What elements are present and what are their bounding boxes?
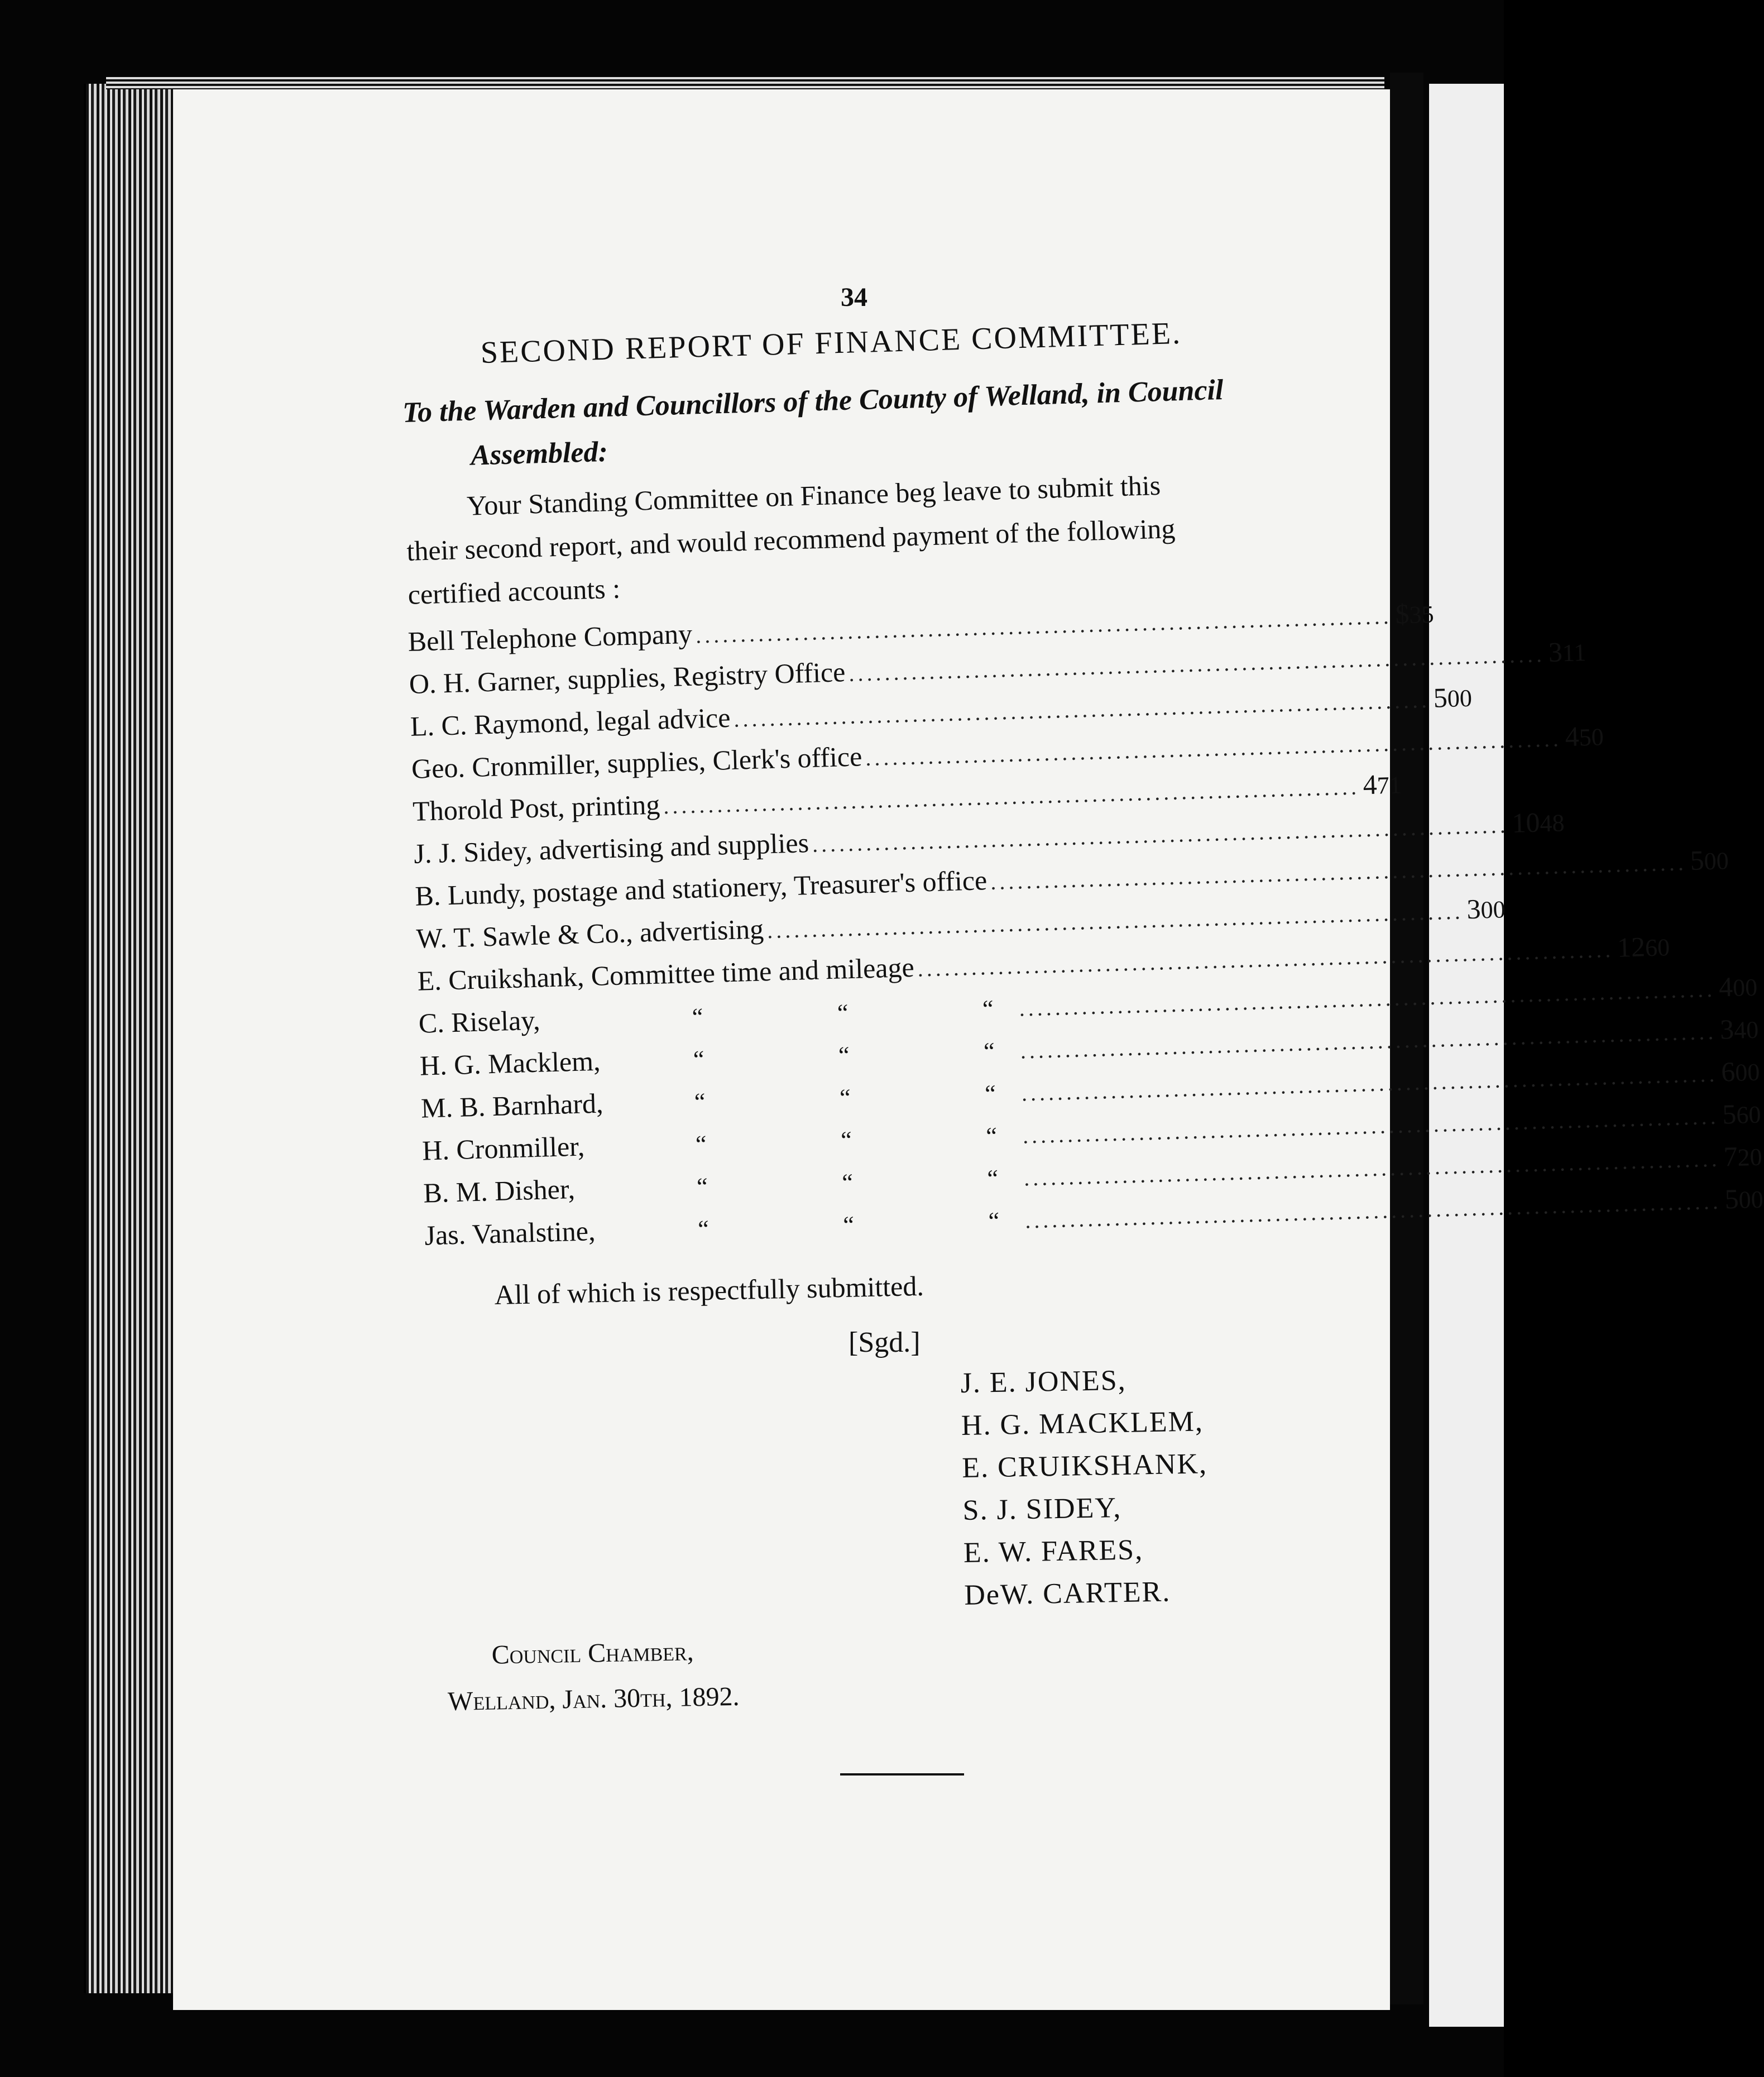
amount-cents: 35 <box>1408 600 1435 629</box>
amount-cents: 11 <box>1562 639 1586 667</box>
amount-cents: 60 <box>1736 1100 1762 1129</box>
amount-dollars: 3 <box>1719 1013 1734 1045</box>
place-and-date <box>447 1628 740 1725</box>
place-line: Council Chamber, <box>491 1636 694 1670</box>
dot-leader: .............................................................................. <box>733 687 1431 732</box>
address-line-1: To the Warden and Councillors of the County of Welland, in Council <box>402 374 1224 429</box>
ditto-marks: “ “ “ <box>693 1037 995 1074</box>
account-name: E. Cruikshank, Committee time and mileage <box>417 951 915 997</box>
page-number: 34 <box>841 283 867 312</box>
signer-name: H. G. MACKLEM, <box>961 1405 1204 1442</box>
account-name: J. J. Sidey, advertising and supplies <box>413 827 809 869</box>
amount-dollars: 5 <box>1724 1183 1739 1215</box>
amount-dollars: 3 <box>1466 893 1482 925</box>
account-name: B. M. Disher, <box>423 1173 576 1209</box>
amount-cents: 00 <box>1704 847 1729 875</box>
amount-cents: 71 <box>1377 771 1402 800</box>
account-name: C. Riselay, <box>418 1004 541 1039</box>
amount-cents: 40 <box>1733 1016 1759 1044</box>
amount-cents: 60 <box>1645 934 1670 962</box>
account-name: L. C. Raymond, legal advice <box>410 701 731 742</box>
date-line: Welland, Jan. 30th, 1892. <box>447 1681 740 1716</box>
ditto-marks: “ “ “ <box>692 994 994 1031</box>
signers-list <box>960 1358 1210 1617</box>
amount-cents: 00 <box>1738 1185 1764 1214</box>
intro-paragraph <box>405 458 1335 616</box>
dot-leader: .............................................................................. <box>1023 1146 1721 1191</box>
account-name: H. Cronmiller, <box>421 1130 585 1166</box>
signed-label: [Sgd.] <box>849 1327 921 1358</box>
dot-leader: .............................................................................. <box>917 936 1614 982</box>
dot-leader: .............................................................................. <box>1018 976 1716 1021</box>
dot-leader: .............................................................................. <box>1022 1103 1720 1148</box>
amount-cents: 00 <box>1480 896 1506 924</box>
stacked-page-edges <box>84 84 175 1993</box>
amount-dollars: 4 <box>1564 720 1580 753</box>
account-name: O. H. Garner, supplies, Registry Office <box>409 656 846 700</box>
end-rule <box>840 1773 964 1776</box>
intro-line-2: their second report, and would recommend payment of the following <box>406 513 1176 567</box>
address-line-2: Assembled: <box>470 436 608 472</box>
dot-leader: .............................................................................. <box>1020 1018 1717 1064</box>
amount-dollars: 6 <box>1720 1055 1736 1088</box>
report-title: SECOND REPORT OF FINANCE COMMITTEE. <box>480 315 1182 370</box>
dot-leader: .............................................................................. <box>848 642 1546 686</box>
closing-statement: All of which is respectfully submitted. <box>494 1270 924 1310</box>
intro-line-3: certified accounts : <box>407 572 621 610</box>
dot-leader: .............................................................................. <box>695 603 1393 648</box>
account-name: Bell Telephone Company <box>408 618 693 657</box>
amount-dollars: 5 <box>1689 844 1705 876</box>
amount-dollars: 5 <box>1722 1098 1737 1130</box>
account-name: Jas. Vanalstine, <box>424 1215 596 1251</box>
amount-dollars: 4 <box>1718 970 1733 1003</box>
signer-name: E. CRUIKSHANK, <box>961 1448 1208 1484</box>
amount-cents: 20 <box>1737 1143 1763 1171</box>
amount-dollars: 7 <box>1723 1140 1738 1172</box>
account-name: H. G. Macklem, <box>419 1045 601 1081</box>
amount-dollars: 4 <box>1362 768 1378 801</box>
account-name: Thorold Post, printing <box>412 788 660 827</box>
top-page-edge <box>106 77 1384 89</box>
ditto-marks: “ “ “ <box>696 1164 999 1200</box>
currency-symbol: $ <box>1394 597 1410 630</box>
amount-dollars: 10 <box>1511 806 1541 839</box>
ditto-marks: “ “ “ <box>697 1207 1000 1243</box>
ditto-marks: “ “ “ <box>694 1079 996 1116</box>
amount-cents: 00 <box>1734 1058 1760 1087</box>
amount-cents: 00 <box>1447 684 1473 713</box>
dot-leader: .............................................................................. <box>812 812 1509 857</box>
dot-leader: .............................................................................. <box>766 898 1464 944</box>
dot-leader: .............................................................................. <box>865 726 1562 771</box>
account-name: M. B. Barnhard, <box>420 1087 604 1124</box>
amount-dollars: 5 <box>1433 682 1448 714</box>
signer-name: S. J. SIDEY, <box>962 1491 1122 1526</box>
intro-line-1: Your Standing Committee on Finance beg leave to submit this <box>466 469 1161 521</box>
amount-dollars: 12 <box>1617 931 1646 963</box>
amount-cents: 00 <box>1732 973 1758 1002</box>
amount-cents: 48 <box>1539 809 1565 838</box>
next-page-edge <box>1429 84 1504 2027</box>
signer-name: E. W. FARES, <box>963 1534 1144 1569</box>
amount-dollars: 3 <box>1547 636 1563 668</box>
dot-leader: .............................................................................. <box>1021 1061 1718 1106</box>
accounts-list <box>408 597 1764 1262</box>
signer-name: J. E. JONES, <box>960 1364 1127 1399</box>
account-name: B. Lundy, postage and stationery, Treasurer's office <box>414 864 988 912</box>
ditto-marks: “ “ “ <box>695 1122 998 1158</box>
signer-name: DeW. CARTER. <box>964 1576 1171 1611</box>
dot-leader: .............................................................................. <box>1024 1188 1722 1233</box>
dot-leader: .............................................................................. <box>663 774 1360 819</box>
amount-cents: 50 <box>1579 723 1604 752</box>
dot-leader: .............................................................................. <box>990 850 1688 895</box>
account-name: W. T. Sawle & Co., advertising <box>415 913 764 954</box>
account-name: Geo. Cronmiller, supplies, Clerk's office <box>411 740 862 784</box>
